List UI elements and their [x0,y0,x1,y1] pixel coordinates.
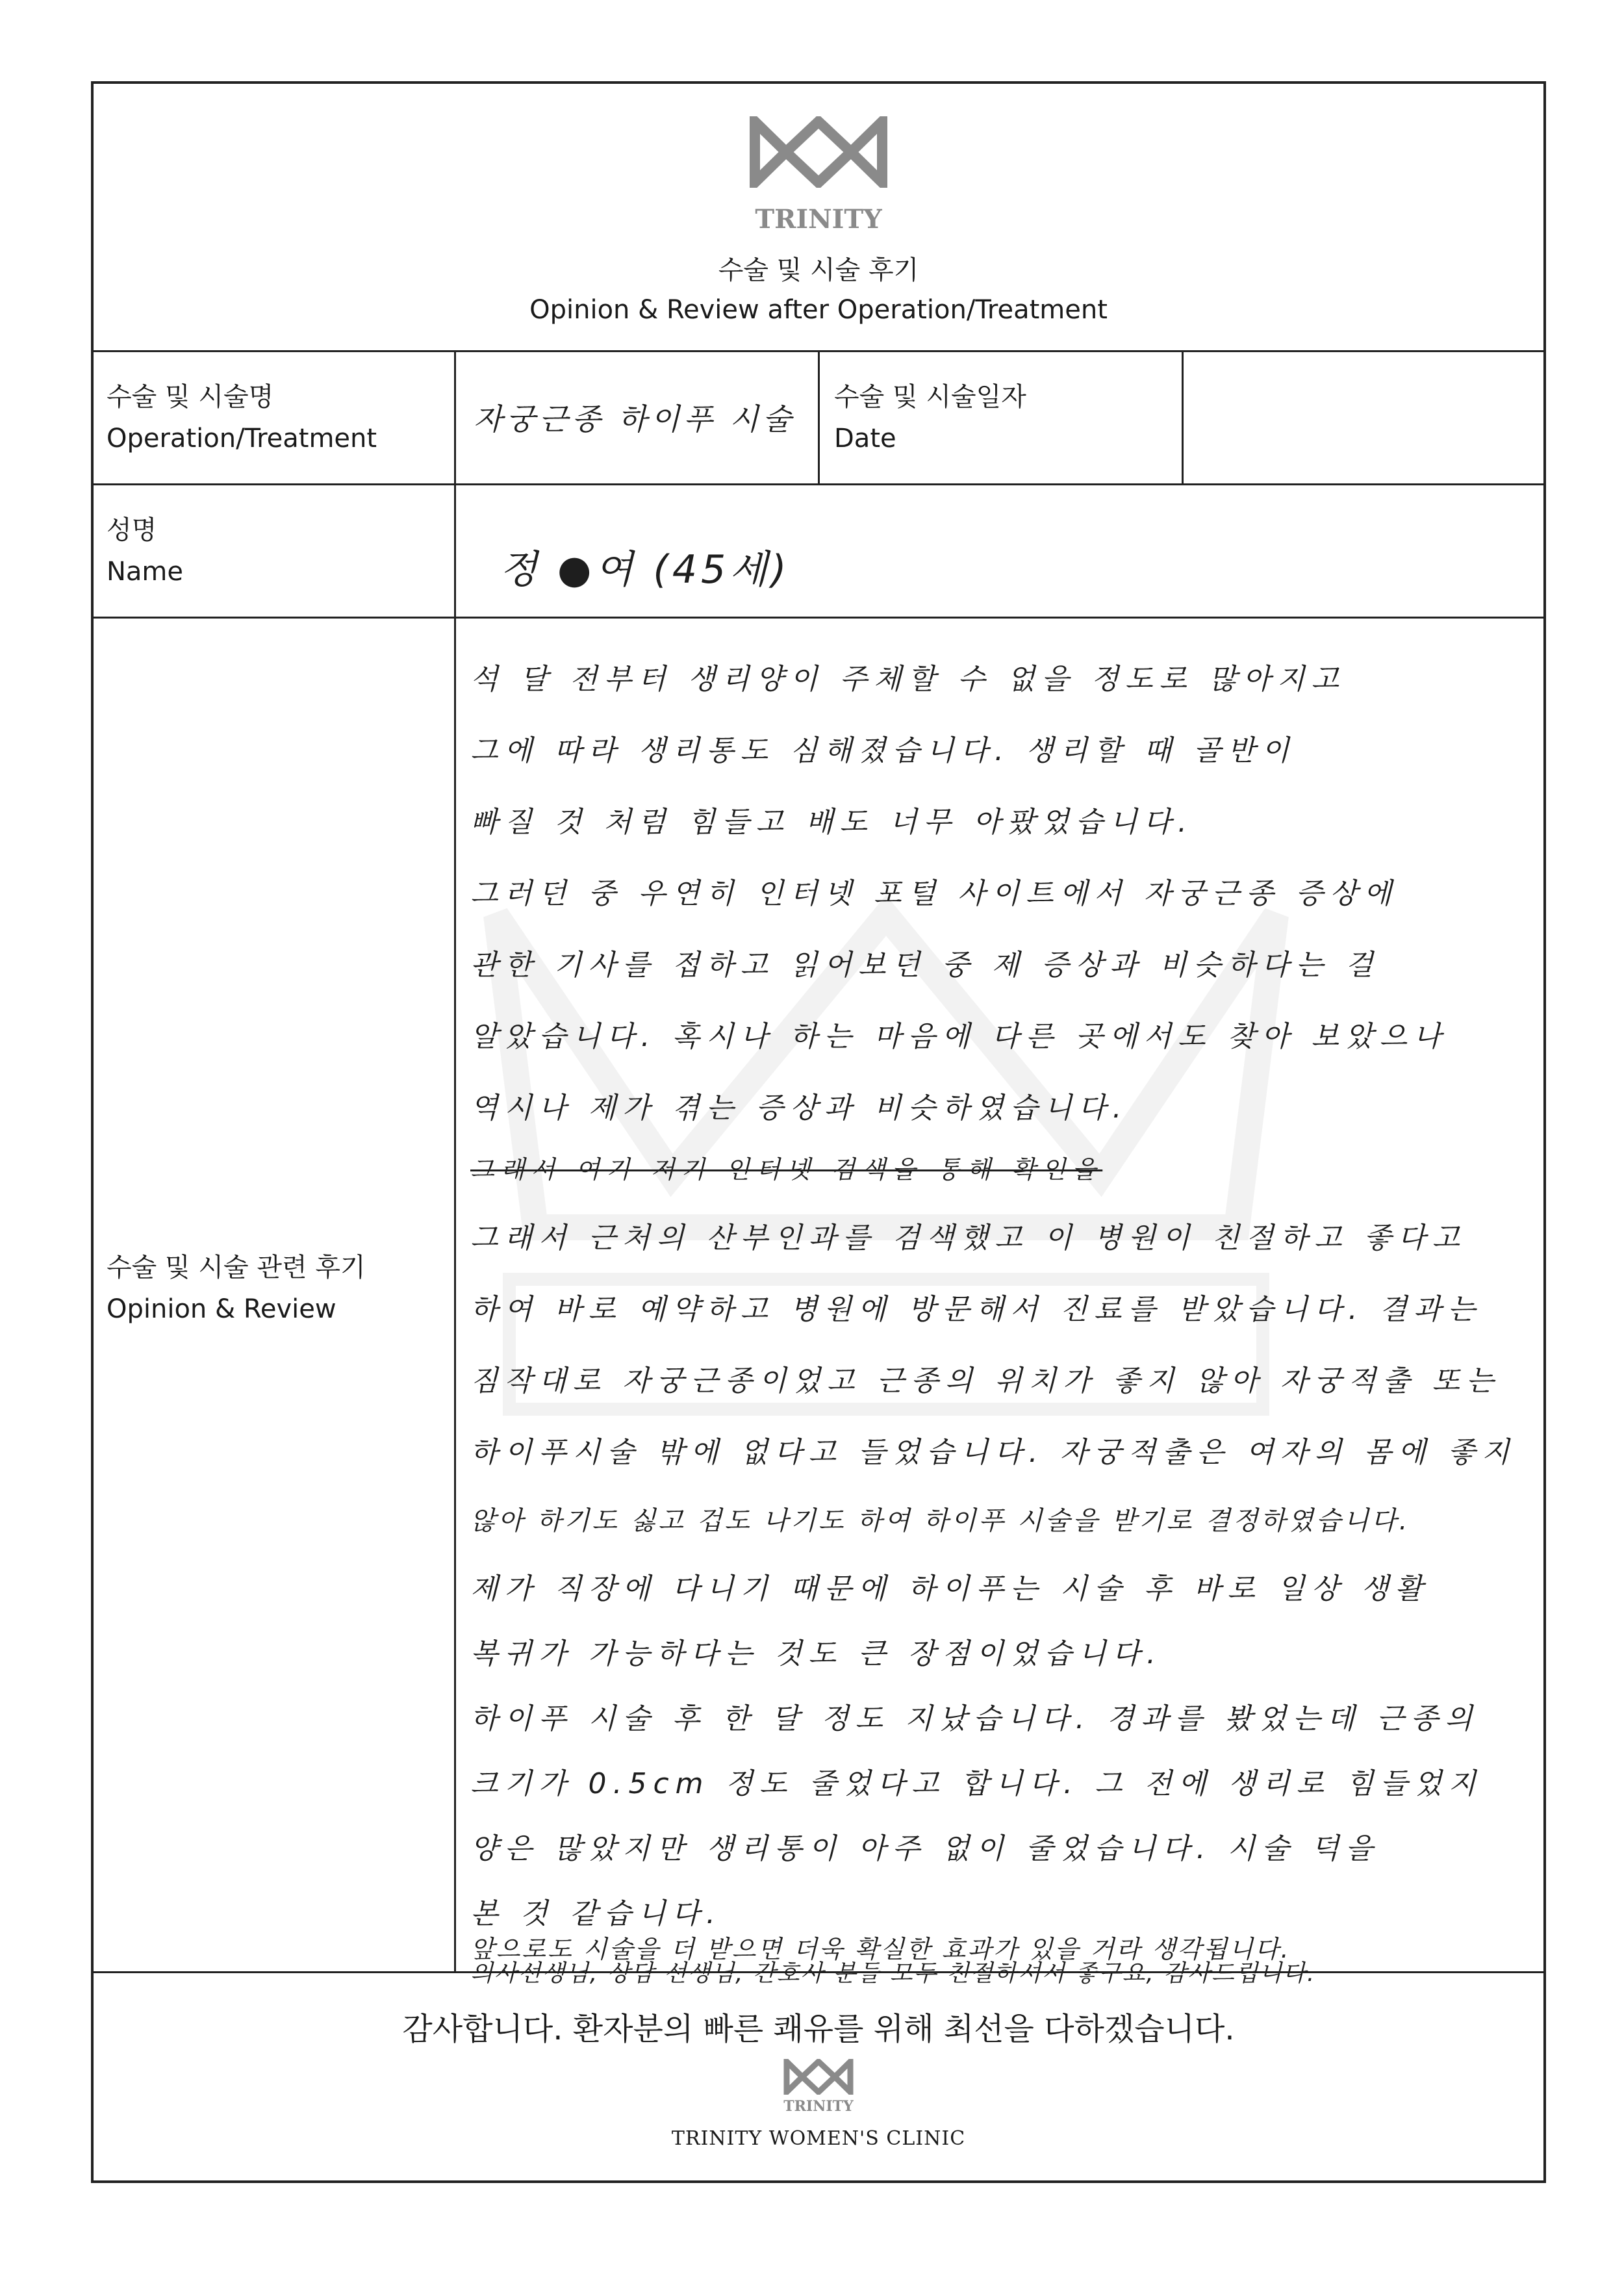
name-label-ko: 성명 [107,515,157,545]
form-title-en: Opinion & Review after Operation/Treatment [529,295,1108,325]
divider [94,617,1543,619]
review-line: 하여 바로 예약하고 병원에 방문해서 진료를 받았습니다. 결과는 [470,1293,1482,1326]
divider [1182,350,1184,483]
operation-label-en: Operation/Treatment [107,424,377,454]
review-line: 관한 기사를 접하고 읽어보던 중 제 증상과 비슷하다는 걸 [470,949,1380,982]
date-label-en: Date [834,424,896,454]
name-value: 정 ●여 (45세) [500,547,791,593]
review-line: 제가 직장에 다니기 때문에 하이푸는 시술 후 바로 일상 생활 [470,1572,1429,1605]
review-line: 크기가 0.5cm 정도 줄었다고 합니다. 그 전에 생리로 힘들었지 [470,1767,1482,1800]
review-line: 짐작대로 자궁근종이었고 근종의 위치가 좋지 않아 자궁적출 또는 [470,1364,1501,1398]
operation-value: 자궁근종 하이푸 시술 [474,402,796,437]
review-line: 석 달 전부터 생리양이 주체할 수 없을 정도로 많아지고 [470,663,1345,696]
footer-message: 감사합니다. 환자분의 빠른 쾌유를 위해 최선을 다하겠습니다. [402,2011,1235,2047]
review-form [91,81,1546,2183]
trinity-small-logo-icon [783,2059,854,2095]
review-line: 본 것 같습니다. [470,1897,722,1930]
review-line: 앞으로도 시술을 더 받으면 더욱 확실한 효과가 있을 거라 생각됩니다. [470,1935,1291,1963]
clinic-name: TRINITY WOMEN'S CLINIC [671,2127,966,2150]
brand-name-small: TRINITY [783,2098,854,2115]
review-line: 그에 따라 생리통도 심해졌습니다. 생리할 때 골반이 [470,734,1296,767]
review-line: 알았습니다. 혹시나 하는 마음에 다른 곳에서도 찾아 보았으나 [470,1020,1448,1053]
review-line: 복귀가 가능하다는 것도 큰 장점이었습니다. [470,1637,1163,1670]
review-line: 하이푸시술 밖에 없다고 들었습니다. 자궁적출은 여자의 몸에 좋지 [470,1436,1516,1469]
review-label [107,1247,366,1330]
review-label-ko: 수술 및 시술 관련 후기 [107,1253,366,1283]
operation-label-ko: 수술 및 시술명 [107,382,274,412]
review-line: 양은 많았지만 생리통이 아주 없이 줄었습니다. 시술 덕을 [470,1832,1380,1865]
divider [818,350,820,483]
name-label [107,509,183,593]
review-line: 역시나 제가 겪는 증상과 비슷하였습니다. [470,1092,1128,1125]
review-line: 않아 하기도 싫고 겁도 나기도 하여 하이푸 시술을 받기로 결정하였습니다. [470,1506,1410,1536]
review-label-en: Opinion & Review [107,1294,336,1324]
review-line: 빠질 것 처럼 힘들고 배도 너무 아팠었습니다. [470,806,1193,839]
review-line: 그러던 중 우연히 인터넷 포털 사이트에서 자궁근종 증상에 [470,877,1398,910]
operation-label [107,376,377,459]
brand-name: TRINITY [755,204,882,235]
review-line: 의사선생님, 상담 선생님, 간호사 분들 모두 친절하셔서 좋구요, 감사드립니다. [470,1960,1316,1987]
divider [94,483,1543,485]
date-label [834,376,1026,459]
form-title-ko: 수술 및 시술 후기 [718,255,919,285]
struck-review-line: 그래서 여기 저기 인터넷 검색을 통해 확인을 [470,1155,1103,1184]
review-line: 하이푸 시술 후 한 달 정도 지났습니다. 경과를 봤었는데 근종의 [470,1702,1479,1735]
name-label-en: Name [107,557,184,587]
date-label-ko: 수술 및 시술일자 [834,382,1026,412]
trinity-logo-icon [747,116,890,188]
divider [454,350,456,1971]
review-line: 그래서 근처의 산부인과를 검색했고 이 병원이 친절하고 좋다고 [470,1221,1467,1255]
